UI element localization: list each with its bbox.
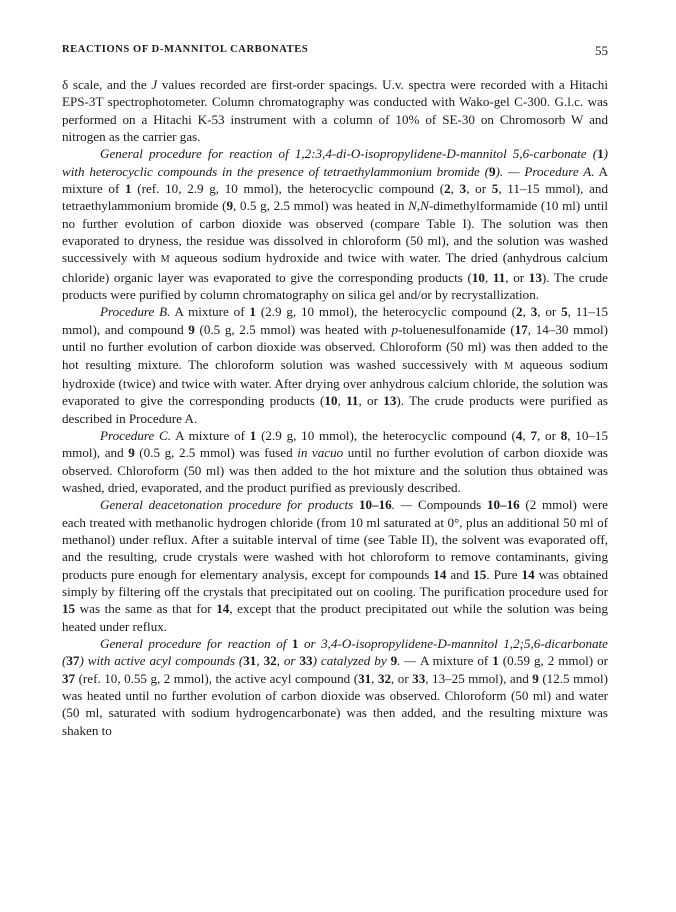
- text-run: Procedure C.: [100, 427, 172, 443]
- text-run: 5: [561, 304, 568, 320]
- text-run: , except that the product precipitated out while the solution was being heated under reflux.: [62, 601, 608, 634]
- text-run: until no further evolution of carbon dioxide was observed. Chloroform (50 ml) was then added to the hot mixture and the solution thus obtained was washed, dried, evaporated, and the product purified as previously described.: [62, 445, 608, 495]
- text-run: 1: [249, 304, 256, 320]
- text-run: . —: [391, 497, 418, 513]
- text-run: , or: [358, 393, 384, 409]
- text-run: ,: [522, 304, 531, 320]
- text-run: ,: [337, 393, 347, 409]
- text-run: Procedure B.: [100, 304, 171, 320]
- text-run: A mixture of: [170, 304, 250, 320]
- text-run: 3: [459, 181, 467, 197]
- text-run: or 3,4-O-isopropylidene-D-mannitol 1,2;5,6-dicarbonate (: [62, 636, 608, 669]
- paragraph: [62, 145, 608, 303]
- running-title: REACTIONS OF D-MANNITOL CARBONATES: [62, 44, 309, 55]
- text-run: (ref. 10, 2.9 g, 10 mmol), the heterocyclic compound (: [131, 181, 445, 197]
- text-run: 14: [433, 566, 447, 582]
- text-run: , 11–15 mmol), and tetraethylammonium bromide (: [62, 181, 609, 214]
- text-run: . Pure: [486, 566, 522, 582]
- text-run: 9: [128, 445, 135, 461]
- text-run: δ scale, and the: [62, 77, 152, 92]
- text-run: ). The crude products were purified by column chromatography on silica gel and/or by recrystallization.: [62, 269, 608, 303]
- text-run: ) catalyzed by: [312, 653, 391, 669]
- text-run: , 11–15 mmol), and compound: [62, 304, 609, 337]
- text-run: in vacuo: [297, 445, 344, 461]
- text-run: , 13–25 mmol), and: [425, 670, 533, 686]
- text-run: 9: [390, 653, 398, 669]
- text-run: , or: [466, 181, 492, 197]
- text-run: 33: [412, 670, 426, 686]
- text-run: (2.9 g, 10 mmol), the heterocyclic compound (: [255, 304, 517, 320]
- text-run: Compounds: [417, 497, 487, 513]
- text-run: p: [391, 321, 399, 337]
- text-run: J: [151, 77, 158, 92]
- text-run: M: [160, 254, 170, 266]
- text-run: 15: [62, 601, 76, 617]
- text-run: 33: [299, 653, 313, 669]
- text-run: ) with heterocyclic compounds in the presence of tetraethylammonium bromide (: [62, 146, 608, 179]
- text-run: . —: [397, 653, 420, 669]
- page-header: [62, 44, 608, 60]
- text-run: 10–16: [358, 497, 392, 513]
- text-run: 9: [488, 163, 496, 179]
- text-run: 17: [514, 321, 528, 337]
- text-run: , 0.5 g, 2.5 mmol) was heated in: [233, 198, 409, 214]
- text-run: ,: [256, 653, 264, 669]
- text-run: 32: [377, 670, 392, 686]
- text-run: values recorded are first-order spacings. U.v. spectra were recorded with a Hitachi EPS-3T spectrophotometer. Column chromatography was conducted with Wako-gel C-300. G.l.c. was performed on a Hitachi K-53 instrument with a column of 10% of SE-30 on Chromosorb W and nitrogen as the carrier gas.: [62, 77, 608, 145]
- text-run: ,: [484, 269, 493, 285]
- text-run: (12.5 mmol) was heated until no further evolution of carbon dioxide was observed. Chloroform (50 ml) and water (50 ml, saturated with sodium hydrogencarbonate) was then added, and the resulting mixture was shaken to: [62, 670, 608, 738]
- text-run: 10: [471, 269, 485, 285]
- text-run: and: [446, 566, 474, 582]
- text-run: (0.5 g, 2.5 mmol) was fused: [134, 445, 298, 461]
- page-number: 55: [595, 43, 608, 58]
- text-run: 37: [66, 653, 80, 669]
- body-text: [62, 76, 608, 739]
- text-run: 31: [243, 653, 257, 669]
- paragraph: [62, 635, 608, 739]
- text-run: , or: [536, 427, 561, 443]
- text-run: 9: [532, 670, 539, 686]
- text-run: -toluenesulfonamide (: [398, 321, 515, 337]
- text-run: 2: [516, 304, 523, 320]
- text-run: 9: [226, 198, 234, 214]
- text-run: 4: [515, 427, 523, 443]
- paragraph: [62, 496, 608, 635]
- text-run: A mixture of: [62, 163, 608, 197]
- text-run: 11: [492, 269, 506, 285]
- paragraph: [62, 303, 608, 426]
- text-run: aqueous sodium hydroxide and twice with water. The dried (anhydrous calcium chloride) organic layer was evaporated to give the corresponding products (: [62, 250, 608, 285]
- text-run: 5: [491, 181, 499, 197]
- text-run: 14: [216, 601, 230, 617]
- text-run: , or: [276, 653, 300, 669]
- text-run: (2.9 g, 10 mmol), the heterocyclic compound (: [256, 427, 516, 443]
- text-run: A mixture of: [419, 653, 493, 669]
- text-run: (2 mmol) were each treated with methanolic hydrogen chloride (from 10 ml saturated at 0°, plus an additional 50 ml of methanol) under reflux. After a suitable interval of time (see Table II), the solvent was evaporated off, and the resulting, crude crystals were washed with hot chloroform to remove contaminants, giving products pure enough for elementary analysis, except for compounds: [62, 497, 608, 582]
- text-run: 32: [263, 653, 277, 669]
- text-run: , or: [505, 269, 529, 285]
- text-run: ,: [522, 427, 531, 443]
- text-run: 1: [125, 181, 132, 197]
- text-run: 11: [346, 393, 359, 409]
- text-run: M: [504, 360, 514, 372]
- text-run: 1: [492, 653, 499, 669]
- text-run: , or: [391, 670, 413, 686]
- text-run: (ref. 10, 0.55 g, 2 mmol), the active acyl compound (: [75, 670, 359, 686]
- text-run: was obtained simply by filtering off the crystals that precipitated out on cooling. The purification procedure used for: [62, 566, 609, 599]
- text-run: , 10–15 mmol), and: [62, 427, 609, 461]
- text-run: 1: [597, 146, 604, 162]
- text-run: ). The crude products were purified as described in Procedure A.: [62, 393, 608, 426]
- text-run: 13: [383, 393, 397, 409]
- text-run: 1: [249, 427, 257, 443]
- text-run: 2: [444, 181, 451, 197]
- paragraph: [62, 76, 608, 145]
- text-run: aqueous sodium hydroxide (twice) and twice with water. After drying over anhydrous calcium chloride, the solution was evaporated to give the corresponding products (: [62, 356, 608, 409]
- text-run: General procedure for reaction of 1,2:3,4-di-O-isopropylidene-D-mannitol 5,6-carbonate (: [100, 146, 598, 162]
- text-run: General deacetonation procedure for products: [100, 497, 359, 513]
- text-run: 13: [528, 269, 542, 285]
- text-run: ) with active acyl compounds (: [79, 653, 244, 669]
- text-run: Procedure A.: [524, 163, 595, 179]
- text-run: 10: [324, 393, 338, 409]
- text-run: (0.59 g, 2 mmol) or: [498, 653, 608, 669]
- text-run: , or: [537, 304, 562, 320]
- text-run: -dimethylformamide (10 ml) until no further evolution of carbon dioxide was observed (compare Table I). The solution was then evaporated to dryness, the residue was dissolved in chloroform (50 ml), and the solution was washed successively with: [62, 198, 608, 266]
- text-run: A mixture of: [171, 427, 250, 443]
- text-run: 31: [358, 670, 372, 686]
- text-run: N,N: [408, 198, 429, 214]
- paragraph: [62, 427, 608, 496]
- text-run: 10–16: [486, 497, 520, 513]
- text-run: 15: [473, 566, 487, 582]
- text-run: 14: [521, 566, 535, 582]
- text-run: 7: [530, 427, 537, 443]
- text-run: 1: [291, 636, 299, 651]
- text-run: 37: [62, 670, 76, 686]
- text-run: 8: [560, 427, 568, 443]
- text-run: General procedure for reaction of: [100, 636, 292, 651]
- text-run: ). —: [495, 163, 525, 179]
- text-run: (0.5 g, 2.5 mmol) was heated with: [194, 321, 392, 337]
- text-run: ,: [450, 181, 460, 197]
- text-run: was the same as that for: [75, 601, 217, 617]
- text-run: 3: [530, 304, 538, 320]
- text-run: ,: [371, 670, 378, 686]
- text-run: 9: [188, 321, 195, 337]
- text-run: , 14–30 mmol) until no further evolution of carbon dioxide was observed. Chloroform (50 ml) was then added to the hot resulting mixture. The chloroform solution was washed successively with: [62, 321, 608, 372]
